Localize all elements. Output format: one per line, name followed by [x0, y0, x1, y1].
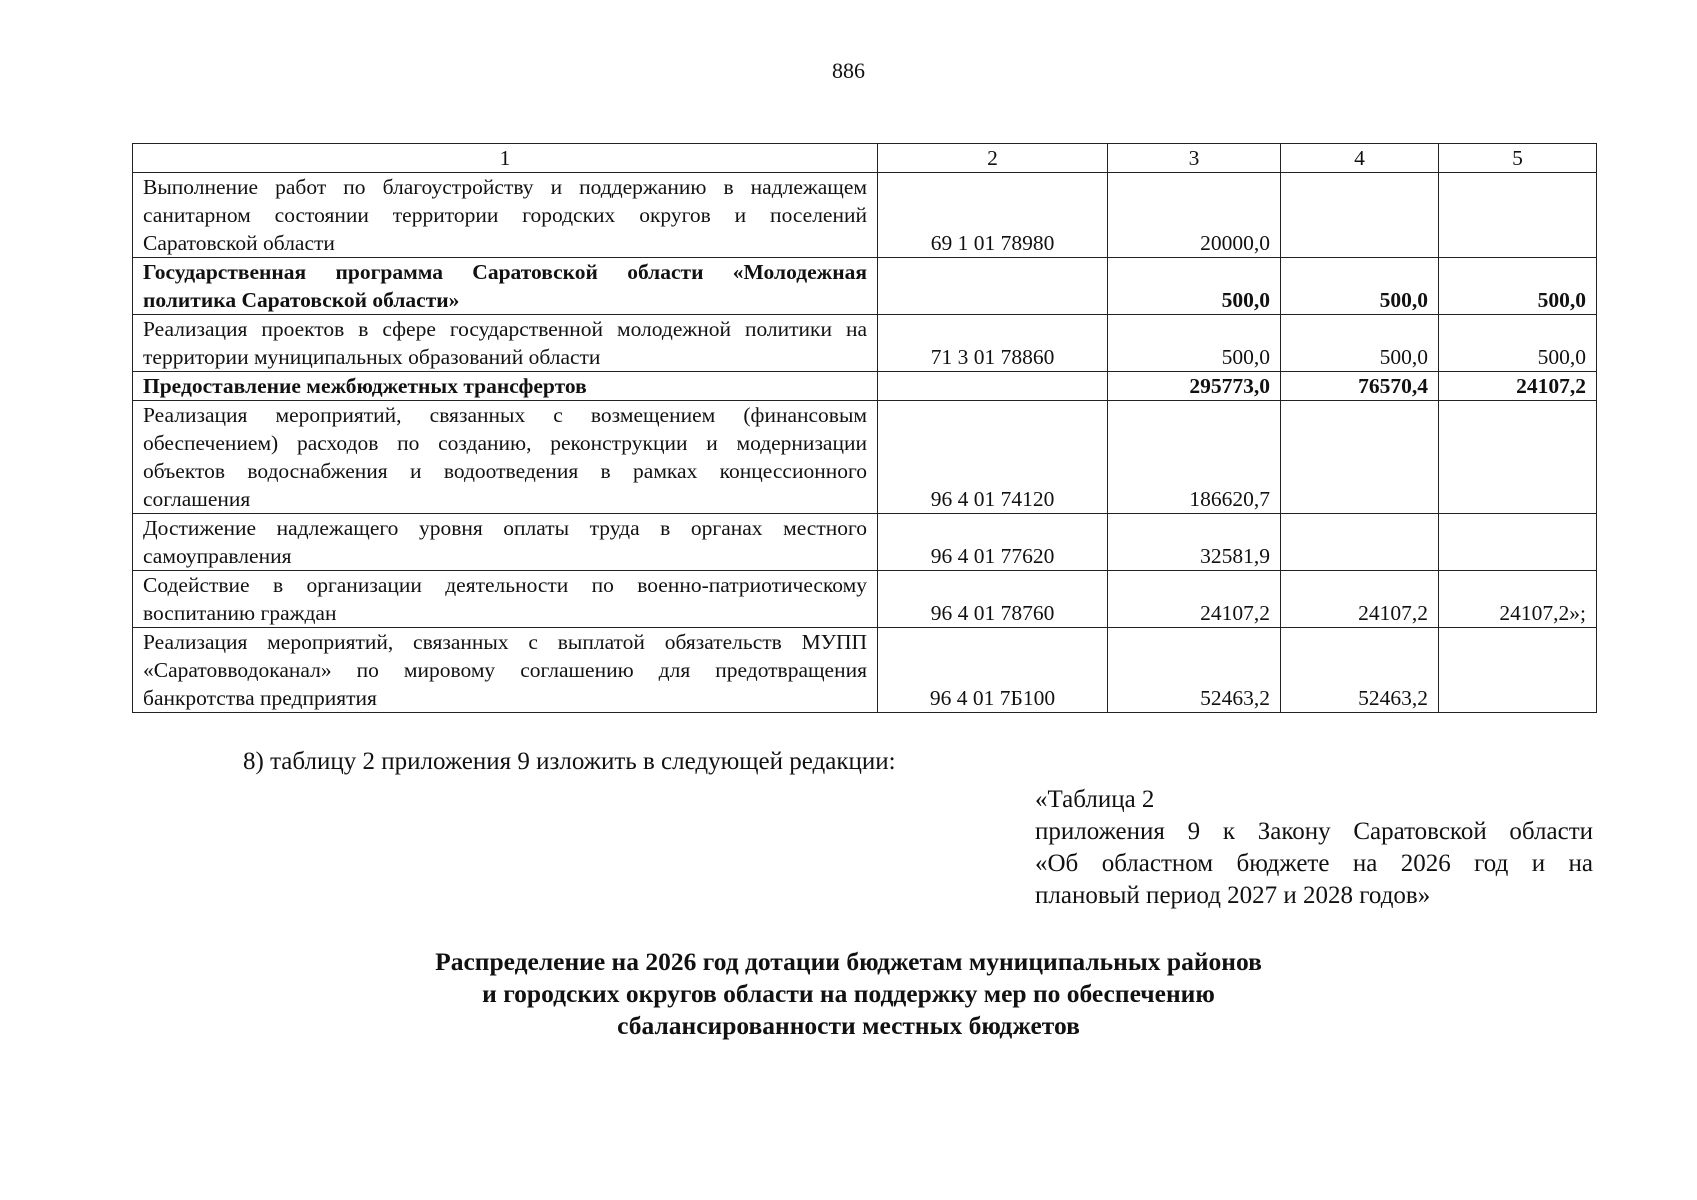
row-value-2026-cell: 500,0: [1108, 258, 1281, 315]
amendment-instruction: 8) таблицу 2 приложения 9 изложить в следующей редакции:: [243, 748, 896, 775]
row-value-2027-cell: [1281, 401, 1439, 514]
row-value-2026-cell: 52463,2: [1108, 628, 1281, 713]
table-row: [133, 571, 1597, 628]
row-value-2028-cell: [1439, 514, 1597, 571]
row-value-2027-cell: [1281, 173, 1439, 258]
row-name-cell: Выполнение работ по благоустройству и поддержанию в надлежащем санитарном состоянии территории городских округов и поселений Саратовской области: [133, 173, 878, 258]
table-row: [133, 401, 1597, 514]
row-name-cell: Содействие в организации деятельности по военно-патриотическому воспитанию граждан: [133, 571, 878, 628]
column-header: 2: [878, 144, 1108, 173]
table-reference-line: «Таблица 2: [1035, 786, 1155, 813]
heading-line: и городских округов области на поддержку мер по обеспечению: [482, 979, 1215, 1008]
column-header: 3: [1108, 144, 1281, 173]
column-header: 4: [1281, 144, 1439, 173]
table-reference: [1035, 784, 1593, 912]
row-value-2028-cell: 24107,2: [1439, 372, 1597, 401]
table-row: [133, 315, 1597, 372]
table-row: [133, 628, 1597, 713]
row-name-cell: Предоставление межбюджетных трансфертов: [133, 372, 878, 401]
row-name-cell: Государственная программа Саратовской области «Молодежная политика Саратовской области»: [133, 258, 878, 315]
heading-line: сбалансированности местных бюджетов: [617, 1011, 1080, 1040]
row-code-cell: 96 4 01 7Б100: [878, 628, 1108, 713]
row-code-cell: 96 4 01 78760: [878, 571, 1108, 628]
row-value-2026-cell: 295773,0: [1108, 372, 1281, 401]
row-value-2028-cell: 500,0: [1439, 258, 1597, 315]
row-code-cell: [878, 372, 1108, 401]
page-number: 886: [832, 58, 865, 83]
row-value-2026-cell: 186620,7: [1108, 401, 1281, 514]
row-value-2027-cell: 24107,2: [1281, 571, 1439, 628]
table-row: [133, 258, 1597, 315]
table-row: [133, 372, 1597, 401]
row-code-cell: 96 4 01 74120: [878, 401, 1108, 514]
row-value-2026-cell: 500,0: [1108, 315, 1281, 372]
row-code-cell: [878, 258, 1108, 315]
row-value-2028-cell: [1439, 401, 1597, 514]
section-heading: [0, 946, 1697, 1042]
row-name-cell: Достижение надлежащего уровня оплаты труда в органах местного самоуправления: [133, 514, 878, 571]
row-value-2026-cell: 20000,0: [1108, 173, 1281, 258]
row-value-2028-cell: [1439, 628, 1597, 713]
column-header: 1: [133, 144, 878, 173]
row-value-2026-cell: 24107,2: [1108, 571, 1281, 628]
row-value-2028-cell: 24107,2»;: [1439, 571, 1597, 628]
row-value-2027-cell: [1281, 514, 1439, 571]
row-value-2027-cell: 52463,2: [1281, 628, 1439, 713]
row-value-2026-cell: 32581,9: [1108, 514, 1281, 571]
table-row: [133, 514, 1597, 571]
table-body: [133, 173, 1597, 713]
row-value-2027-cell: 76570,4: [1281, 372, 1439, 401]
budget-table: [132, 143, 1597, 713]
row-name-cell: Реализация мероприятий, связанных с выплатой обязательств МУПП «Саратовводоканал» по мировому соглашению для предотвращения банкротства предприятия: [133, 628, 878, 713]
row-code-cell: 71 3 01 78860: [878, 315, 1108, 372]
row-code-cell: 96 4 01 77620: [878, 514, 1108, 571]
row-name-cell: Реализация проектов в сфере государственной молодежной политики на территории муниципальных образований области: [133, 315, 878, 372]
row-value-2027-cell: 500,0: [1281, 258, 1439, 315]
table-reference-line: «Об областном бюджете на 2026 год и на: [1035, 850, 1593, 877]
table-header-row: [133, 144, 1597, 173]
column-header: 5: [1439, 144, 1597, 173]
table-row: [133, 173, 1597, 258]
row-value-2028-cell: 500,0: [1439, 315, 1597, 372]
table-reference-line: плановый период 2027 и 2028 годов»: [1035, 882, 1431, 909]
heading-line: Распределение на 2026 год дотации бюджетам муниципальных районов: [435, 947, 1262, 976]
row-value-2027-cell: 500,0: [1281, 315, 1439, 372]
row-name-cell: Реализация мероприятий, связанных с возмещением (финансовым обеспечением) расходов по созданию, реконструкции и модернизации объектов водоснабжения и водоотведения в рамках концессионного соглашения: [133, 401, 878, 514]
row-value-2028-cell: [1439, 173, 1597, 258]
row-code-cell: 69 1 01 78980: [878, 173, 1108, 258]
table-reference-line: приложения 9 к Закону Саратовской области: [1035, 818, 1593, 845]
